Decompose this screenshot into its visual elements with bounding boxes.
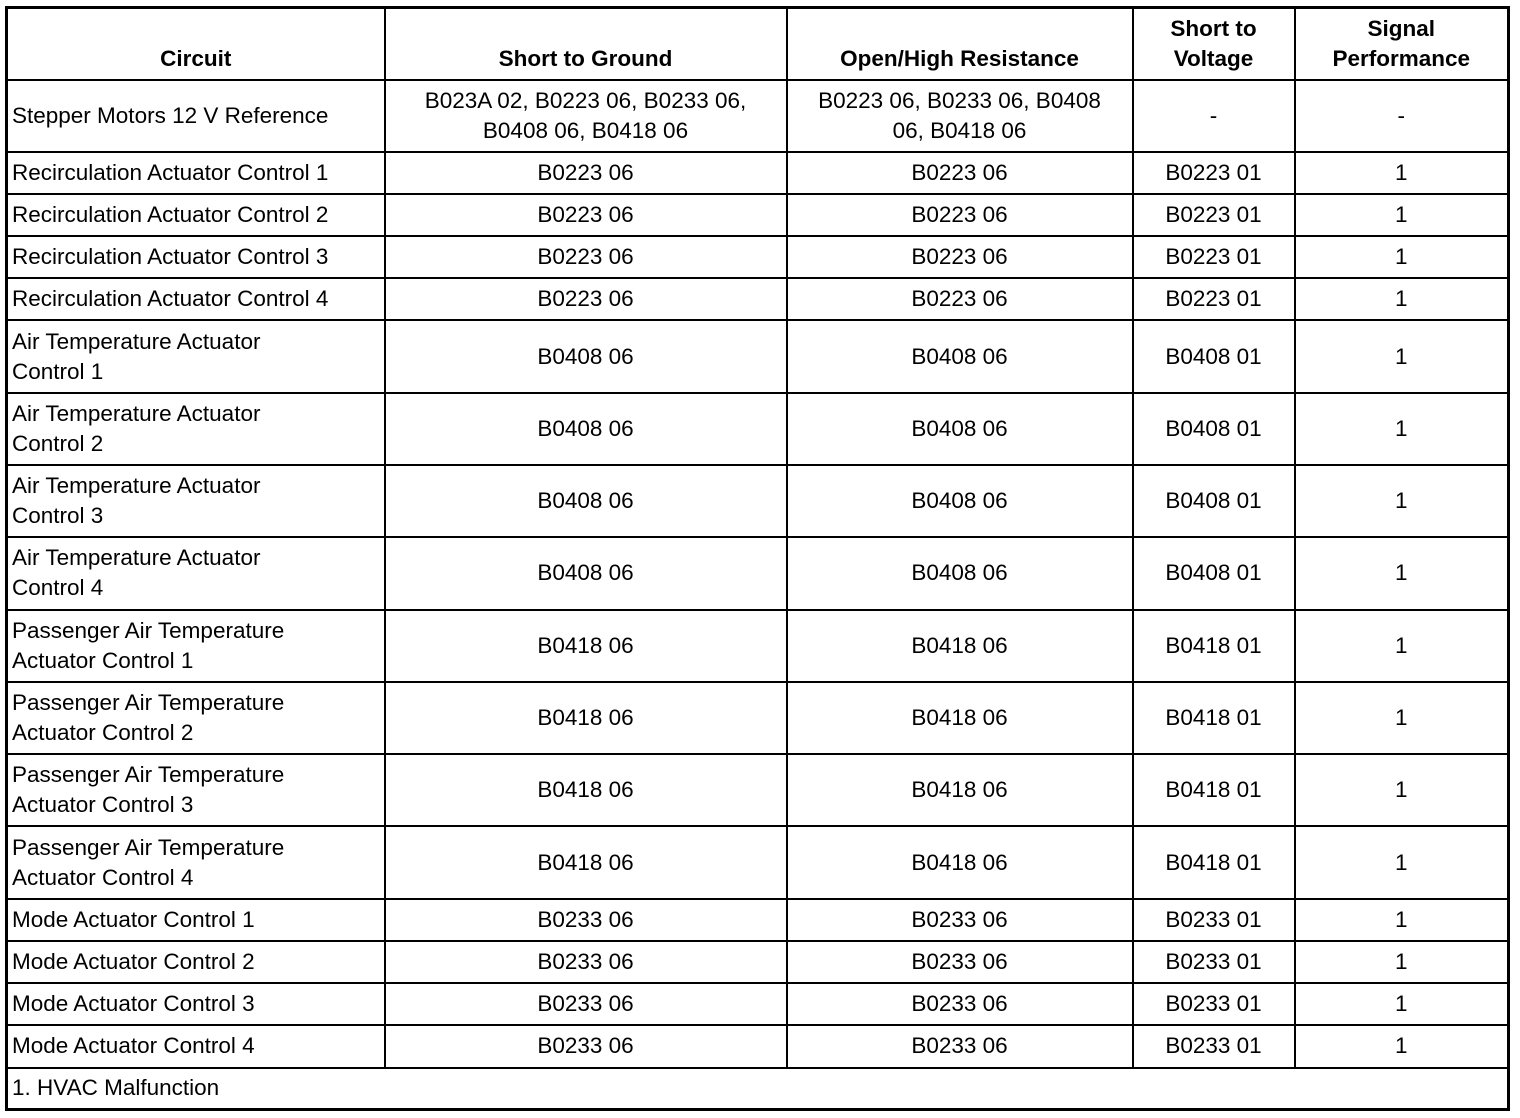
cell-short-to-ground-line: B0233 06 <box>537 948 634 974</box>
cell-circuit-line: Air Temperature Actuator <box>12 545 261 571</box>
cell-signal-performance: 1 <box>1295 194 1509 236</box>
cell-short-to-ground-line: B0223 06 <box>537 244 634 270</box>
dtc-circuit-table <box>5 6 1510 1111</box>
cell-circuit-line: Recirculation Actuator Control 3 <box>12 244 329 270</box>
col-header-short-to-voltage <box>1133 8 1295 80</box>
cell-circuit <box>7 80 385 152</box>
cell-open-high-resistance-line: B0223 06 <box>911 159 1008 185</box>
cell-open-high-resistance <box>787 320 1133 392</box>
col-header-signal-performance-line: Performance <box>1332 45 1471 71</box>
cell-circuit-line: Actuator Control 3 <box>12 792 194 818</box>
cell-short-to-voltage: B0233 01 <box>1133 1025 1295 1067</box>
cell-short-to-ground <box>385 941 787 983</box>
cell-short-to-ground-line: B023A 02, B0223 06, B0233 06, <box>424 87 747 113</box>
header-row <box>7 8 1509 80</box>
cell-short-to-ground-line: B0418 06 <box>537 704 634 730</box>
cell-circuit-line: Control 3 <box>12 503 104 529</box>
cell-open-high-resistance-line: B0408 06 <box>911 488 1008 514</box>
cell-short-to-ground-line: B0233 06 <box>537 991 634 1017</box>
cell-circuit <box>7 537 385 609</box>
cell-open-high-resistance-line: B0418 06 <box>911 704 1008 730</box>
cell-circuit-line: Mode Actuator Control 2 <box>12 948 255 974</box>
cell-short-to-ground-line: B0408 06, B0418 06 <box>482 117 689 143</box>
cell-open-high-resistance <box>787 278 1133 320</box>
cell-signal-performance: - <box>1295 80 1509 152</box>
cell-short-to-ground <box>385 610 787 682</box>
cell-open-high-resistance <box>787 465 1133 537</box>
cell-open-high-resistance <box>787 983 1133 1025</box>
cell-open-high-resistance-line: B0418 06 <box>911 632 1008 658</box>
cell-circuit <box>7 236 385 278</box>
cell-open-high-resistance-line: B0408 06 <box>911 415 1008 441</box>
cell-circuit-line: Recirculation Actuator Control 4 <box>12 286 329 312</box>
cell-circuit-line: Passenger Air Temperature <box>12 834 285 860</box>
cell-circuit-line: Air Temperature Actuator <box>12 400 261 426</box>
cell-short-to-voltage: B0408 01 <box>1133 393 1295 465</box>
cell-short-to-voltage: B0223 01 <box>1133 194 1295 236</box>
cell-short-to-voltage: - <box>1133 80 1295 152</box>
cell-circuit-line: Mode Actuator Control 3 <box>12 991 255 1017</box>
cell-open-high-resistance <box>787 826 1133 898</box>
table-row <box>7 465 1509 537</box>
cell-signal-performance: 1 <box>1295 236 1509 278</box>
table-row <box>7 194 1509 236</box>
cell-open-high-resistance-line: B0233 06 <box>911 906 1008 932</box>
table-row <box>7 320 1509 392</box>
cell-circuit-line: Stepper Motors 12 V Reference <box>12 102 329 128</box>
cell-short-to-ground <box>385 194 787 236</box>
cell-circuit-line: Control 1 <box>12 358 104 384</box>
cell-short-to-ground-line: B0418 06 <box>537 777 634 803</box>
cell-circuit <box>7 754 385 826</box>
cell-short-to-ground <box>385 236 787 278</box>
cell-open-high-resistance <box>787 610 1133 682</box>
cell-short-to-ground-line: B0223 06 <box>537 202 634 228</box>
cell-short-to-ground-line: B0223 06 <box>537 159 634 185</box>
cell-circuit <box>7 941 385 983</box>
footnote-row <box>7 1068 1509 1110</box>
footnote: 1. HVAC Malfunction <box>7 1068 1509 1110</box>
cell-short-to-ground <box>385 278 787 320</box>
cell-open-high-resistance <box>787 152 1133 194</box>
cell-short-to-ground <box>385 899 787 941</box>
cell-open-high-resistance <box>787 899 1133 941</box>
col-header-signal-performance-line: Signal <box>1367 15 1435 41</box>
cell-open-high-resistance-line: B0233 06 <box>911 948 1008 974</box>
cell-short-to-ground-line: B0233 06 <box>537 1033 634 1059</box>
cell-open-high-resistance-line: B0223 06, B0233 06, B0408 <box>818 87 1101 113</box>
cell-signal-performance: 1 <box>1295 941 1509 983</box>
cell-signal-performance: 1 <box>1295 826 1509 898</box>
cell-short-to-ground <box>385 80 787 152</box>
cell-short-to-voltage: B0418 01 <box>1133 826 1295 898</box>
cell-open-high-resistance-line: B0408 06 <box>911 343 1008 369</box>
cell-short-to-ground-line: B0408 06 <box>537 560 634 586</box>
cell-short-to-voltage: B0408 01 <box>1133 465 1295 537</box>
cell-short-to-voltage: B0223 01 <box>1133 278 1295 320</box>
cell-open-high-resistance <box>787 1025 1133 1067</box>
col-header-circuit: Circuit <box>7 8 385 80</box>
col-header-short-to-voltage-line: Voltage <box>1173 45 1254 71</box>
cell-short-to-ground <box>385 983 787 1025</box>
cell-circuit <box>7 393 385 465</box>
cell-short-to-voltage: B0418 01 <box>1133 610 1295 682</box>
cell-short-to-voltage: B0223 01 <box>1133 236 1295 278</box>
cell-open-high-resistance-line: B0418 06 <box>911 849 1008 875</box>
cell-circuit <box>7 194 385 236</box>
table-row <box>7 278 1509 320</box>
table-row <box>7 826 1509 898</box>
cell-short-to-ground <box>385 393 787 465</box>
cell-short-to-ground <box>385 826 787 898</box>
cell-signal-performance: 1 <box>1295 152 1509 194</box>
cell-circuit-line: Mode Actuator Control 4 <box>12 1033 255 1059</box>
table-row <box>7 983 1509 1025</box>
cell-short-to-ground <box>385 754 787 826</box>
cell-open-high-resistance-line: B0418 06 <box>911 777 1008 803</box>
cell-short-to-ground <box>385 1025 787 1067</box>
cell-signal-performance: 1 <box>1295 393 1509 465</box>
cell-circuit-line: Control 4 <box>12 575 104 601</box>
cell-short-to-voltage: B0233 01 <box>1133 983 1295 1025</box>
cell-circuit <box>7 983 385 1025</box>
cell-circuit <box>7 899 385 941</box>
cell-circuit <box>7 152 385 194</box>
cell-short-to-ground <box>385 152 787 194</box>
table-row <box>7 610 1509 682</box>
table-body <box>7 80 1509 1068</box>
cell-circuit-line: Actuator Control 1 <box>12 647 194 673</box>
cell-short-to-ground <box>385 465 787 537</box>
cell-short-to-ground-line: B0223 06 <box>537 286 634 312</box>
cell-short-to-voltage: B0408 01 <box>1133 320 1295 392</box>
cell-open-high-resistance <box>787 194 1133 236</box>
cell-circuit-line: Recirculation Actuator Control 1 <box>12 159 329 185</box>
cell-open-high-resistance <box>787 537 1133 609</box>
cell-short-to-ground-line: B0408 06 <box>537 415 634 441</box>
cell-signal-performance: 1 <box>1295 320 1509 392</box>
col-header-signal-performance <box>1295 8 1509 80</box>
cell-signal-performance: 1 <box>1295 465 1509 537</box>
cell-signal-performance: 1 <box>1295 278 1509 320</box>
cell-circuit-line: Passenger Air Temperature <box>12 617 285 643</box>
cell-short-to-voltage: B0418 01 <box>1133 754 1295 826</box>
cell-circuit-line: Passenger Air Temperature <box>12 689 285 715</box>
cell-circuit-line: Passenger Air Temperature <box>12 762 285 788</box>
cell-circuit <box>7 610 385 682</box>
cell-short-to-ground-line: B0418 06 <box>537 632 634 658</box>
cell-open-high-resistance <box>787 682 1133 754</box>
cell-short-to-ground-line: B0408 06 <box>537 343 634 369</box>
cell-open-high-resistance-line: B0223 06 <box>911 286 1008 312</box>
cell-circuit-line: Control 2 <box>12 430 104 456</box>
table-row <box>7 393 1509 465</box>
col-header-short-to-voltage-line: Short to <box>1170 15 1257 41</box>
cell-open-high-resistance-line: 06, B0418 06 <box>892 117 1027 143</box>
cell-open-high-resistance <box>787 80 1133 152</box>
cell-open-high-resistance <box>787 754 1133 826</box>
cell-circuit-line: Air Temperature Actuator <box>12 328 261 354</box>
cell-circuit-line: Recirculation Actuator Control 2 <box>12 202 329 228</box>
cell-short-to-ground <box>385 682 787 754</box>
table-row <box>7 682 1509 754</box>
table-row <box>7 899 1509 941</box>
cell-short-to-ground <box>385 320 787 392</box>
cell-signal-performance: 1 <box>1295 983 1509 1025</box>
table-row <box>7 152 1509 194</box>
cell-open-high-resistance <box>787 393 1133 465</box>
cell-short-to-voltage: B0233 01 <box>1133 941 1295 983</box>
cell-short-to-ground-line: B0408 06 <box>537 488 634 514</box>
cell-circuit-line: Mode Actuator Control 1 <box>12 906 255 932</box>
cell-open-high-resistance <box>787 941 1133 983</box>
cell-open-high-resistance-line: B0233 06 <box>911 1033 1008 1059</box>
cell-open-high-resistance-line: B0223 06 <box>911 244 1008 270</box>
table-row <box>7 941 1509 983</box>
table-row <box>7 537 1509 609</box>
cell-open-high-resistance <box>787 236 1133 278</box>
col-header-open-high-resistance: Open/High Resistance <box>787 8 1133 80</box>
table-row <box>7 754 1509 826</box>
cell-short-to-ground <box>385 537 787 609</box>
cell-signal-performance: 1 <box>1295 1025 1509 1067</box>
cell-circuit-line: Air Temperature Actuator <box>12 473 261 499</box>
cell-short-to-ground-line: B0233 06 <box>537 906 634 932</box>
cell-short-to-voltage: B0223 01 <box>1133 152 1295 194</box>
cell-open-high-resistance-line: B0223 06 <box>911 202 1008 228</box>
cell-signal-performance: 1 <box>1295 754 1509 826</box>
cell-circuit <box>7 278 385 320</box>
col-header-short-to-ground: Short to Ground <box>385 8 787 80</box>
cell-circuit-line: Actuator Control 2 <box>12 719 194 745</box>
table-row <box>7 1025 1509 1067</box>
table-row <box>7 236 1509 278</box>
cell-circuit-line: Actuator Control 4 <box>12 864 194 890</box>
cell-short-to-voltage: B0418 01 <box>1133 682 1295 754</box>
cell-circuit <box>7 1025 385 1067</box>
cell-short-to-voltage: B0408 01 <box>1133 537 1295 609</box>
cell-circuit <box>7 826 385 898</box>
cell-short-to-voltage: B0233 01 <box>1133 899 1295 941</box>
cell-short-to-ground-line: B0418 06 <box>537 849 634 875</box>
table-row <box>7 80 1509 152</box>
cell-signal-performance: 1 <box>1295 537 1509 609</box>
cell-circuit <box>7 465 385 537</box>
cell-circuit <box>7 320 385 392</box>
cell-open-high-resistance-line: B0233 06 <box>911 991 1008 1017</box>
cell-signal-performance: 1 <box>1295 610 1509 682</box>
cell-open-high-resistance-line: B0408 06 <box>911 560 1008 586</box>
cell-signal-performance: 1 <box>1295 899 1509 941</box>
cell-circuit <box>7 682 385 754</box>
cell-signal-performance: 1 <box>1295 682 1509 754</box>
